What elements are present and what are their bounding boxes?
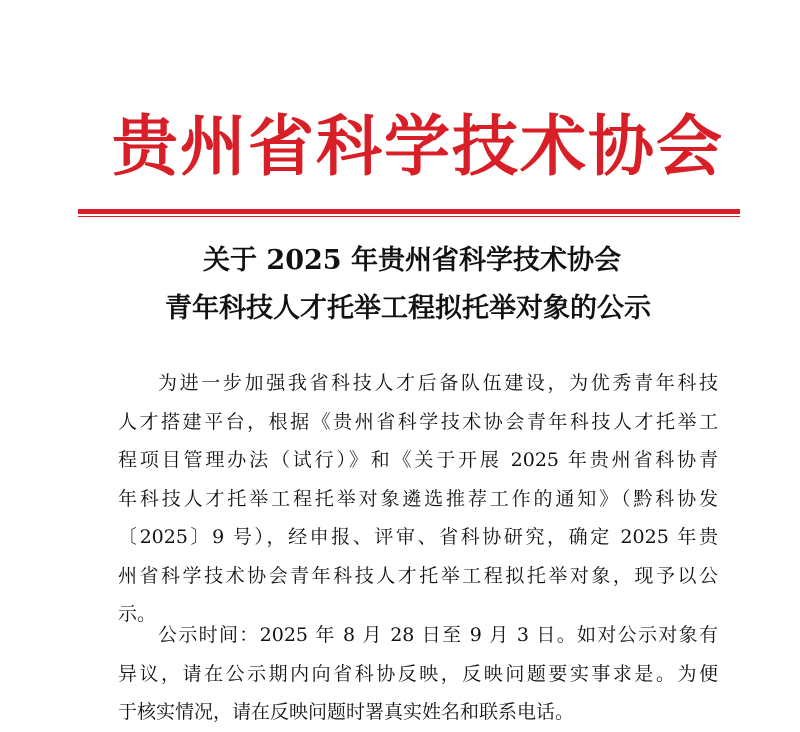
paragraph-line: 于核实情况，请在反映问题时署真实姓名和联系电话。 [118, 701, 575, 723]
paragraph-line: 为进一步加强我省科技人才后备队伍建设，为优秀青年科技 [158, 372, 718, 394]
org-masthead [112, 96, 724, 196]
paragraph-line: 示。 [118, 603, 157, 625]
paragraph-line: 年科技人才托举工程托举对象遴选推荐工作的通知》（黔科协发 [118, 487, 718, 510]
masthead-divider-thick [78, 209, 740, 214]
paragraph-line: 异议，请在公示期内向省科协反映，反映问题要实事求是。为便 [118, 662, 718, 685]
masthead-divider-thin [78, 216, 740, 217]
document-title-line-2: 青年科技人才托举工程拟托举对象的公示 [165, 293, 651, 324]
masthead-char: 科 [316, 107, 384, 185]
masthead-char: 技 [452, 107, 520, 185]
document-title-line-1: 关于 2025 年贵州省科学技术协会 [203, 245, 621, 276]
body-paragraph-1 [118, 364, 718, 634]
paragraph-line: 公示时间：2025 年 8 月 28 日至 9 月 3 日。如对公示对象有 [158, 624, 718, 646]
masthead-char: 会 [656, 107, 724, 185]
body-paragraph-2 [118, 616, 718, 732]
masthead-char: 贵 [112, 107, 180, 185]
masthead-char: 州 [180, 107, 248, 185]
masthead-char: 省 [248, 107, 316, 185]
masthead-char: 学 [384, 107, 452, 185]
masthead-char: 术 [520, 107, 588, 185]
paragraph-line: 程项目管理办法（试行）》和《关于开展 2025 年贵州省科协青 [118, 449, 718, 471]
paragraph-line: 州省科学技术协会青年科技人才托举工程拟托举对象，现予以公 [118, 564, 718, 587]
paragraph-line: 〔2025〕9 号），经申报、评审、省科协研究，确定 2025 年贵 [118, 526, 718, 548]
masthead-char: 协 [588, 107, 656, 185]
paragraph-line: 人才搭建平台，根据《贵州省科学技术协会青年科技人才托举工 [118, 410, 718, 433]
